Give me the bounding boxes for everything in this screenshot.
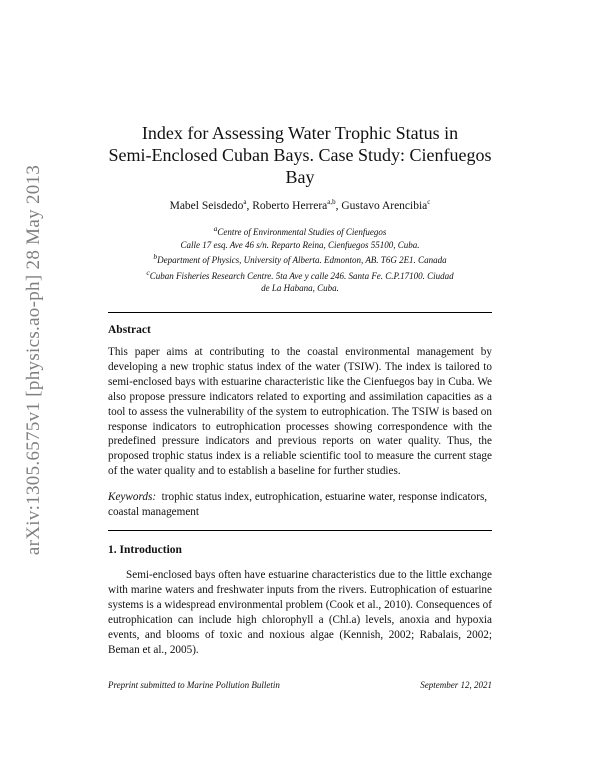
title-line-2: Semi-Enclosed Cuban Bays. Case Study: Cienfuegos (108, 145, 492, 165)
abstract-bottom-rule (108, 530, 492, 531)
affiliation-text: Cuban Fisheries Research Centre. 5ta Ave y calle 246. Santa Fe. C.P.17100. Ciudad (149, 270, 454, 281)
abstract-text: This paper aims at contributing to the coastal environmental management by developing a new trophic status index of the water (TSIW). The index is tailored to semi-enclosed bays with estuarine characteristic like the Cienfuegos bay in Cuba. We also propose pressure indicators related to exporting and assimilation capacities as a tool to assess the vulnerability of the system to eutrophication. The TSIW is based on response indicators to eutrophication processes showing correspondence with the predefined pressure indicators and previous reports on water quality. Thus, the proposed trophic status index is a reliable scientific tool to measure the current stage of the water quality and to establish a baseline for further studies. (108, 346, 492, 478)
abstract-top-rule (108, 312, 492, 313)
title-line-1: Index for Assessing Water Trophic Status in (141, 123, 459, 143)
section-text: Semi-enclosed bays often have estuarine characteristics due to the little exchange with marine waters and freshwater inputs from the rivers. Eutrophication of estuarine systems is a widespread environmental problem (Cook et al., 2010). Consequences of eutrophication can include high chlorophyll a (Chl.a) levels, anoxia and hypoxia events, and blooms of toxic and noxious algae (Kennish, 2002; Rabalais, 2002; Beman et al., 2005). (108, 569, 492, 656)
affiliation-text: Centre of Environmental Studies of Cienfuegos (217, 227, 387, 237)
affiliation-text: Department of Physics, University of Alberta. Edmonton, AB. T6G 2E1. Canada (157, 255, 447, 265)
affiliation-b (108, 251, 492, 267)
arxiv-sidebar (14, 140, 54, 580)
author-name: Mabel Seisdedo (169, 199, 244, 212)
page-footer (108, 680, 492, 690)
affiliation-a (108, 223, 492, 239)
affiliation-sup: b (153, 252, 158, 261)
keywords-text: trophic status index, eutrophication, estuarine water, response indicators, coastal management (108, 491, 488, 518)
footer-date: September 12, 2021 (420, 680, 492, 690)
section-heading: 1. Introduction (108, 544, 182, 556)
author-sup: c (427, 198, 431, 206)
affiliation-sup: a (213, 224, 218, 233)
abstract-heading: Abstract (108, 324, 151, 336)
author-list: Mabel Seisdedo$^a$, Roberto Herrera$^{a,b}$, Gustavo Arencibia$^c$ (169, 198, 431, 212)
author-name: Gustavo Arencibia (341, 199, 428, 212)
author-name: Roberto Herrera (252, 199, 328, 212)
affiliation-a-address: Calle 17 esq. Ave 46 s/n. Reparto Reina, Cienfuegos 55100, Cuba. (180, 239, 420, 250)
author-sup: a,b (327, 198, 336, 206)
title-line-3: Bay (285, 167, 315, 187)
author-sup: a (243, 198, 247, 206)
keywords (108, 490, 492, 520)
keywords-label: Keywords: (108, 491, 157, 503)
affiliation-c (108, 267, 492, 283)
footer-preprint-note: Preprint submitted to Marine Pollution Bulletin (108, 680, 280, 690)
paper-title (108, 122, 492, 188)
arxiv-identifier: arXiv:1305.6575v1 [physics.ao-ph] 28 May 2013 (23, 164, 44, 556)
affiliation-sup: c (146, 267, 150, 277)
affiliations (108, 223, 492, 295)
affiliation-c-address: de La Habana, Cuba. (261, 283, 339, 293)
